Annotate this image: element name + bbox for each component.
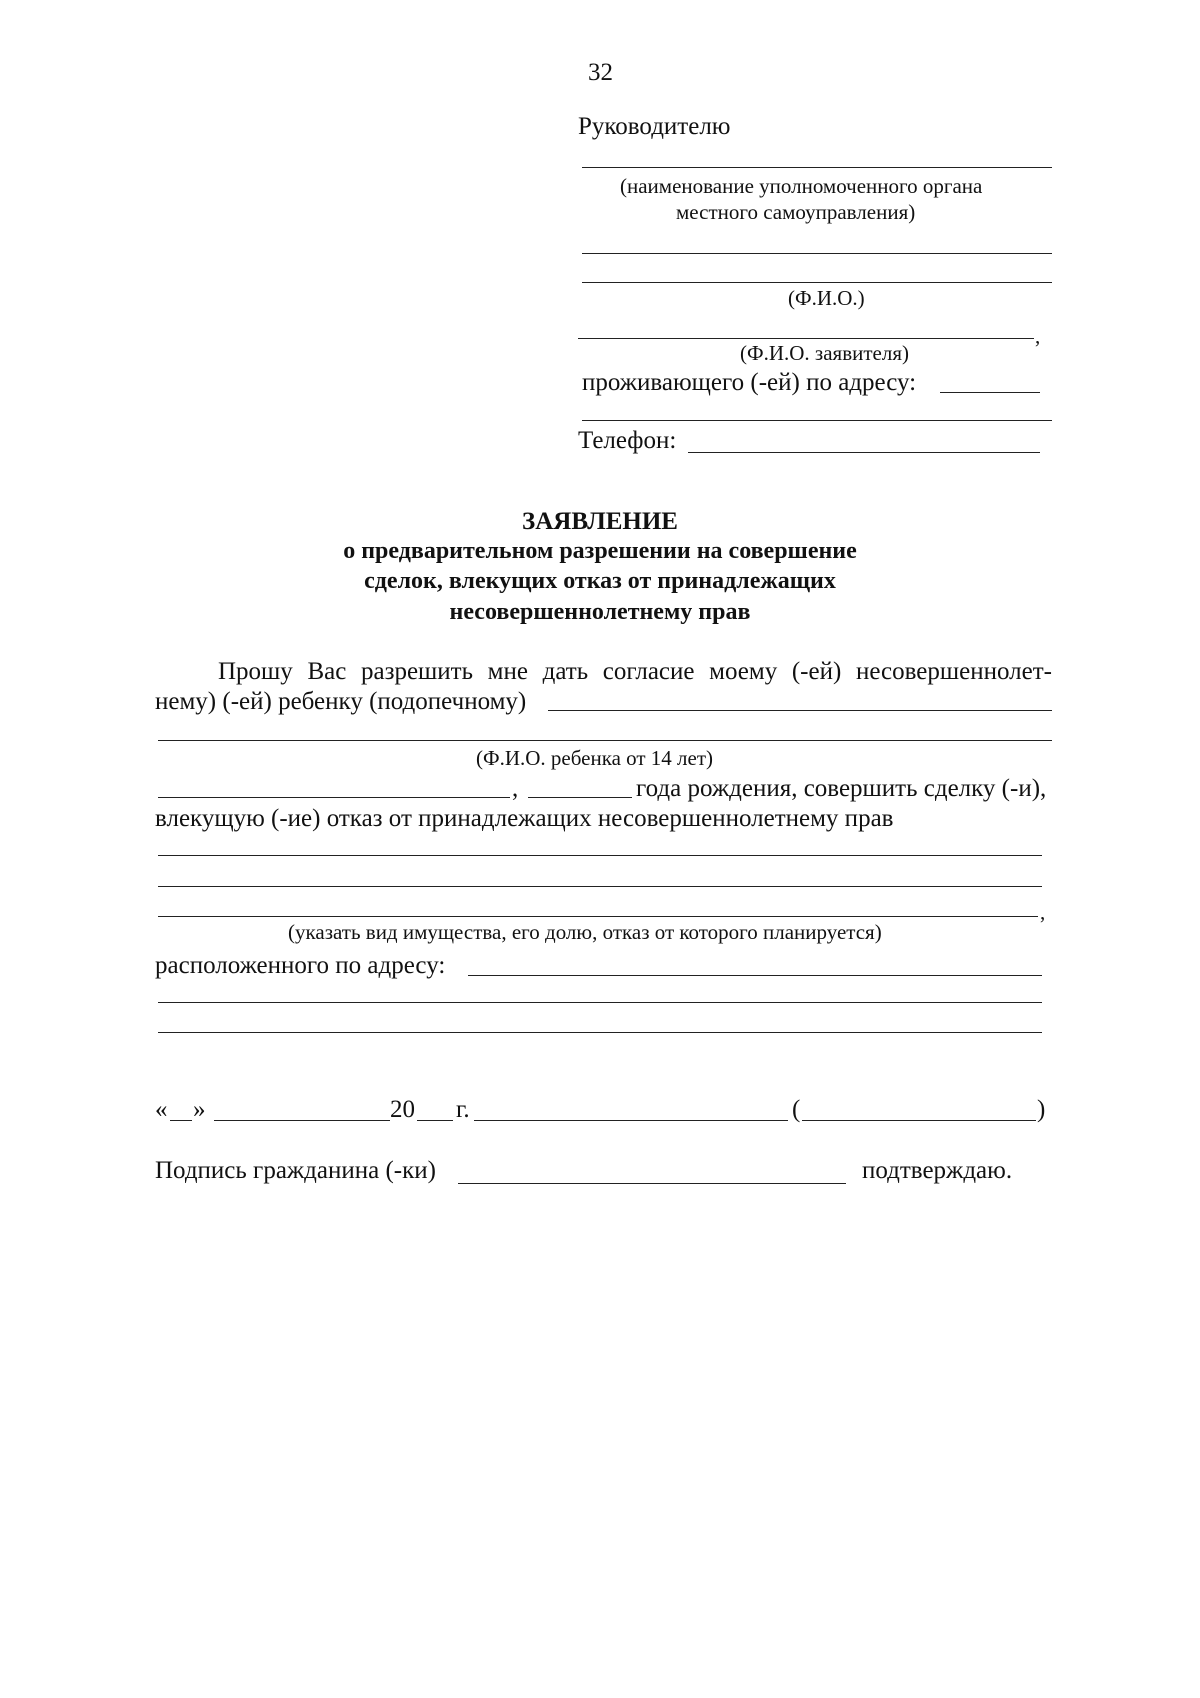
signature-paren-open: ( xyxy=(792,1096,801,1123)
org-name-hint-1: (наименование уполномоченного органа xyxy=(620,174,983,198)
org-name-hint-2: местного самоуправления) xyxy=(676,200,916,224)
request-text-line-1: Прошу Вас разрешить мне дать согласие моему (-ей) несовершеннолет- xyxy=(218,658,1052,685)
date-quote-close: » xyxy=(193,1096,206,1123)
document-subtitle-line-1: о предварительном разрешении на совершение xyxy=(343,538,857,564)
property-hint: (указать вид имущества, его долю, отказ от которого планируется) xyxy=(288,920,882,944)
property-line-3[interactable] xyxy=(158,916,1038,917)
address-line-2[interactable] xyxy=(582,420,1052,421)
located-address-line-2[interactable] xyxy=(158,1002,1042,1003)
applicant-fio-line[interactable] xyxy=(578,338,1034,339)
birth-comma: , xyxy=(512,775,519,802)
child-line-2[interactable] xyxy=(158,740,1052,741)
child-line-1[interactable] xyxy=(548,710,1052,711)
child-birthdate-line[interactable] xyxy=(158,797,510,798)
property-line-2[interactable] xyxy=(158,886,1042,887)
date-year-line[interactable] xyxy=(417,1120,453,1121)
document-subtitle-line-3: несовершеннолетнему прав xyxy=(449,599,751,625)
signature-name-line[interactable] xyxy=(802,1120,1036,1121)
address-label: проживающего (-ей) по адресу: xyxy=(582,369,917,396)
date-month-line[interactable] xyxy=(214,1120,390,1121)
date-quote-open: « xyxy=(155,1096,168,1123)
signature-paren-close: ) xyxy=(1037,1096,1046,1123)
child-fio-hint: (Ф.И.О. ребенка от 14 лет) xyxy=(476,746,714,770)
applicant-fio-hint: (Ф.И.О. заявителя) xyxy=(740,341,909,365)
signature-line[interactable] xyxy=(474,1120,788,1121)
head-fio-hint: (Ф.И.О.) xyxy=(788,286,865,310)
head-fio-line-1[interactable] xyxy=(582,253,1052,254)
located-address-line-1[interactable] xyxy=(468,975,1042,976)
page-number: 32 xyxy=(588,59,613,86)
confirm-label: подтверждаю. xyxy=(862,1157,1013,1184)
head-fio-line-2[interactable] xyxy=(582,282,1052,283)
child-birthyear-line[interactable] xyxy=(528,797,632,798)
date-year-suffix: г. xyxy=(456,1096,470,1123)
located-label: расположенного по адресу: xyxy=(155,952,446,979)
citizen-signature-label: Подпись гражданина (-ки) xyxy=(155,1157,436,1184)
deal-text: влекущую (-ие) отказ от принадлежащих несовершеннолетнему прав xyxy=(155,805,894,832)
addressee-label: Руководителю xyxy=(578,113,731,140)
phone-label: Телефон: xyxy=(578,427,677,454)
property-comma: , xyxy=(1040,900,1046,924)
date-year-prefix: 20 xyxy=(390,1096,415,1123)
phone-line[interactable] xyxy=(688,452,1040,453)
request-text-line-2: нему) (-ей) ребенку (подопечному) xyxy=(155,688,527,715)
property-line-1[interactable] xyxy=(158,855,1042,856)
birth-text: года рождения, совершить сделку (-и), xyxy=(636,775,1047,802)
address-line-1[interactable] xyxy=(940,392,1040,393)
applicant-fio-comma: , xyxy=(1035,324,1041,348)
date-day-line[interactable] xyxy=(170,1120,192,1121)
document-title: ЗАЯВЛЕНИЕ xyxy=(522,508,678,535)
document-subtitle-line-2: сделок, влекущих отказ от принадлежащих xyxy=(364,568,836,594)
located-address-line-3[interactable] xyxy=(158,1032,1042,1033)
citizen-signature-line[interactable] xyxy=(458,1183,846,1184)
org-name-line[interactable] xyxy=(582,167,1052,168)
